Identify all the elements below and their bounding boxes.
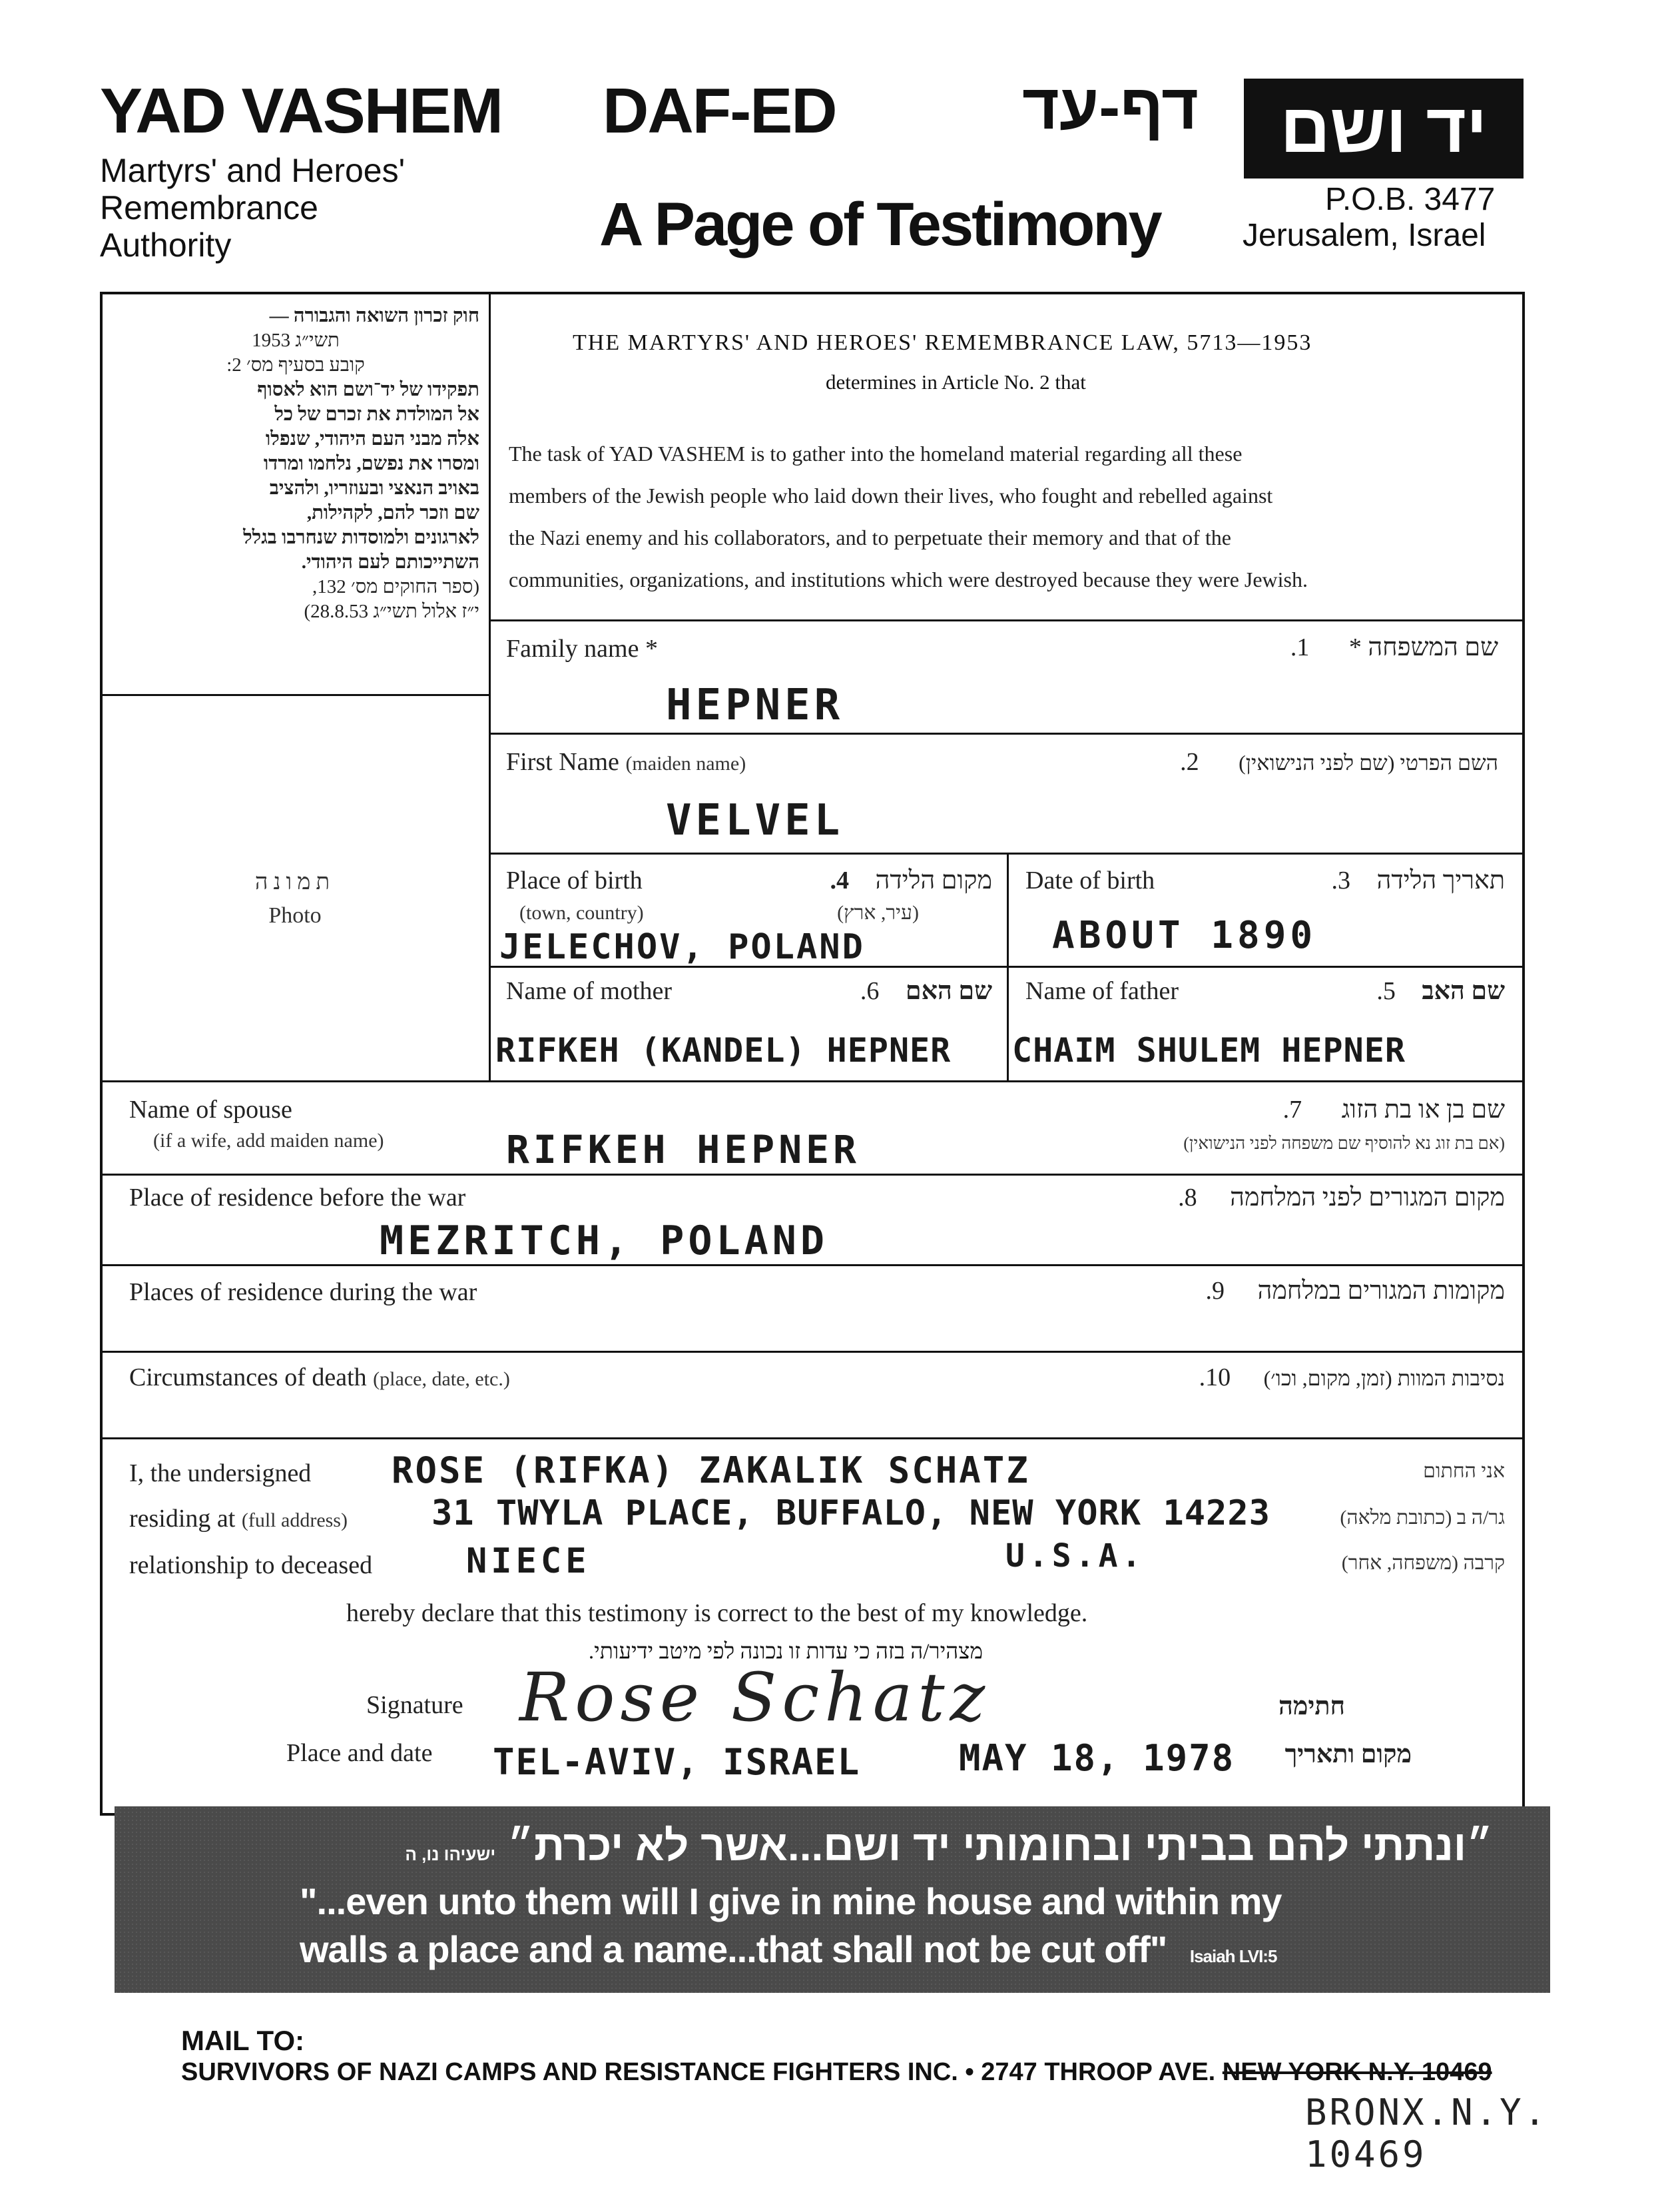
spouse-hebrew: שם בן או בת הזוג [1341, 1096, 1505, 1124]
father-num: 5. [1376, 977, 1396, 1005]
form-name: DAF-ED [603, 75, 836, 147]
father-value[interactable]: CHAIM SHULEM HEPNER [1012, 1031, 1406, 1070]
place-of-birth-hebrew: מקום הלידה [875, 867, 992, 895]
org-subtitle [100, 152, 405, 264]
law-hebrew-text [112, 304, 479, 624]
undersigned-label: I, the undersigned [129, 1459, 312, 1487]
date-value[interactable]: MAY 18, 1978 [959, 1737, 1235, 1779]
death-label-text: Circumstances of death [129, 1363, 367, 1391]
declare-hebrew: מצהיר/ה בזה כי עדות זו נכונה לפי מיטב ידיעותי. [588, 1640, 983, 1664]
form-title: A Page of Testimony [599, 190, 1161, 258]
divider-family-name [490, 733, 1524, 735]
middle-column-divider [1007, 853, 1009, 1082]
place-date-hebrew: מקום ותאריך [1284, 1740, 1412, 1768]
org-subtitle-line-3: Authority [100, 226, 232, 264]
mail-struck-text: NEW YORK N.Y. 10469 [1222, 2058, 1492, 2086]
spouse-label-hebrew [999, 1095, 1505, 1124]
photo-area [101, 866, 489, 932]
residence-before-label: Place of residence before the war [129, 1184, 466, 1212]
place-of-birth-num: 4. [830, 867, 849, 895]
law-photo-divider [101, 694, 490, 696]
org-subtitle-line-1: Martyrs' and Heroes' [100, 152, 406, 189]
place-date-label: Place and date [286, 1739, 433, 1767]
death-num: 10. [1199, 1363, 1231, 1391]
mother-label: Name of mother [506, 977, 673, 1005]
law-hebrew-line: השתייכותם לעם היהודי. [301, 551, 479, 573]
address-label-text: residing at [129, 1505, 236, 1533]
org-subtitle-line-2: Remembrance [100, 189, 318, 226]
law-body [509, 433, 1521, 601]
declare-text: hereby declare that this testimony is correct to the best of my knowledge. [346, 1599, 1088, 1627]
law-title: THE MARTYRS' AND HEROES' REMEMBRANCE LAW, 5713—1953 [573, 330, 1312, 355]
mother-hebrew: שם האם [905, 977, 992, 1005]
law-hebrew-line: שם וזכר להם, לקהילות, [306, 502, 479, 524]
spouse-value[interactable]: RIFKEH HEPNER [506, 1127, 860, 1172]
divider-residence-before [101, 1264, 1524, 1266]
place-of-birth-label: Place of birth [506, 867, 643, 895]
law-body-line: communities, organizations, and institutions which were destroyed because they were Jewish. [509, 567, 1308, 591]
first-name-label [506, 747, 746, 777]
place-of-birth-note: (town, country) [519, 902, 644, 924]
law-hebrew-line: לארגונים ולמוסדות שנחרבו בגלל [243, 527, 479, 548]
spouse-label: Name of spouse [129, 1096, 292, 1124]
date-of-birth-hebrew: תאריך הלידה [1376, 867, 1505, 895]
law-hebrew-line: קובע בסעיף מס׳ 2: [226, 354, 365, 376]
law-body-line: members of the Jewish people who laid down their lives, who fought and rebelled against [509, 484, 1273, 508]
law-hebrew-line: אלה מבני העם היהודי, שנפלו [265, 428, 479, 450]
place-of-birth-label-hebrew [719, 866, 992, 895]
law-hebrew-line: תפקידו של יד־ושם הוא לאסוף [257, 379, 479, 400]
first-name-hebrew: השם הפרטי (שם לפני הנישואין) [1239, 751, 1498, 775]
address-value[interactable]: 31 TWYLA PLACE, BUFFALO, NEW YORK 14223 [431, 1493, 1270, 1533]
date-of-birth-num: 3. [1331, 867, 1350, 895]
first-name-label-text: First Name [506, 748, 619, 776]
banner-hebrew [168, 1821, 1493, 1870]
divider-death [101, 1437, 1524, 1439]
spouse-label-note: (if a wife, add maiden name) [153, 1130, 384, 1152]
banner-hebrew-text: ״ונתתי להם בביתי ובחומותי יד ושם...אשר לא יכרת״ [507, 1822, 1493, 1870]
residence-before-value[interactable]: MEZRITCH, POLAND [380, 1218, 828, 1264]
residence-before-hebrew: מקום המגורים לפני המלחמה [1230, 1184, 1505, 1212]
date-of-birth-label-hebrew [1252, 866, 1505, 895]
address-label [129, 1504, 348, 1533]
logo-hebrew-text: יד ושם [1280, 89, 1488, 167]
residence-before-label-hebrew [999, 1183, 1505, 1212]
law-hebrew-line: ומסרו את נפשם, נלחמו ומרדו [263, 453, 479, 474]
first-name-value[interactable]: VELVEL [666, 796, 844, 845]
death-label-hebrew [999, 1363, 1505, 1392]
pob: P.O.B. 3477 [1325, 182, 1496, 217]
law-hebrew-line: אל המולדת את זכרם של כל [274, 404, 479, 425]
divider-parents [101, 1080, 1524, 1082]
father-label-hebrew [1265, 976, 1505, 1006]
death-hebrew: נסיבות המוות (זמן, מקום, וכו׳) [1263, 1366, 1505, 1390]
place-value[interactable]: TEL-AVIV, ISRAEL [493, 1741, 861, 1783]
banner-ref: Isaiah LVI:5 [1189, 1946, 1277, 1966]
yad-vashem-logo [1244, 79, 1524, 179]
law-hebrew-line: תשי״ג 1953 [252, 330, 340, 351]
divider-residence-during [101, 1351, 1524, 1353]
residence-during-hebrew: מקומות המגורים במלחמה [1257, 1277, 1505, 1305]
date-of-birth-value[interactable]: ABOUT 1890 [1052, 914, 1317, 957]
residence-before-num: 8. [1178, 1184, 1197, 1212]
residence-during-label-hebrew [999, 1276, 1505, 1305]
banner-line-2 [300, 1928, 1276, 1971]
address-value-2[interactable]: U.S.A. [1005, 1537, 1145, 1575]
father-label: Name of father [1025, 977, 1179, 1005]
relationship-value[interactable]: NIECE [466, 1541, 591, 1581]
first-name-label-note: (maiden name) [625, 753, 746, 775]
date-of-birth-label: Date of birth [1025, 867, 1155, 895]
family-name-value[interactable]: HEPNER [666, 681, 844, 730]
undersigned-value[interactable]: ROSE (RIFKA) ZAKALIK SCHATZ [392, 1449, 1030, 1491]
relationship-label: relationship to deceased [129, 1551, 373, 1579]
law-hebrew-line: י״ז אלול תשי״ג 28.8.53) [304, 601, 479, 622]
law-hebrew-line: (ספר החוקים מס׳ 132, [312, 576, 479, 597]
signature-hebrew: חתימה [1278, 1692, 1345, 1720]
divider-spouse [101, 1174, 1524, 1176]
place-of-birth-note-hebrew: (עיר, ארץ) [837, 902, 919, 924]
address-label-note: (full address) [241, 1509, 348, 1531]
residence-during-label: Places of residence during the war [129, 1278, 477, 1306]
banner-line-1: "...even unto them will I give in mine house and within my [300, 1880, 1282, 1922]
form-name-hebrew: דף-עד [1022, 71, 1199, 143]
first-name-num: 2. [1180, 748, 1199, 776]
signature-value[interactable]: Rose Schatz [519, 1658, 991, 1736]
family-name-label: Family name * [506, 635, 658, 663]
quote-banner [115, 1806, 1550, 1993]
mail-label: MAIL TO: [181, 2025, 305, 2056]
death-label [129, 1363, 510, 1392]
mail-handwritten[interactable]: BRONX.N.Y. 10469 [1305, 2091, 1549, 2175]
law-hebrew-line: חוק זכרון השואה והגבורה — [269, 305, 479, 326]
banner-line-2-text: walls a place and a name...that shall not be cut off" [300, 1928, 1167, 1970]
family-name-label-hebrew [1065, 633, 1498, 662]
law-body-line: The task of YAD VASHEM is to gather into the homeland material regarding all these [509, 442, 1243, 466]
mail-address [181, 2058, 1492, 2087]
death-label-note: (place, date, etc.) [373, 1368, 510, 1390]
father-hebrew: שם האב [1422, 977, 1505, 1005]
city: Jerusalem, Israel [1243, 218, 1486, 253]
banner-hebrew-ref: ישעיהו נו, ה [405, 1844, 496, 1864]
mother-num: 6. [860, 977, 880, 1005]
family-name-hebrew: שם המשפחה * [1348, 633, 1498, 661]
mother-label-hebrew [766, 976, 992, 1006]
spouse-num: 7. [1282, 1096, 1302, 1124]
law-body-line: the Nazi enemy and his collaborators, and to perpetuate their memory and that of the [509, 526, 1231, 549]
divider-law-end [490, 619, 1524, 621]
first-name-label-hebrew [999, 747, 1498, 777]
spouse-note-hebrew: (אם בת זוג נא להוסיף שם משפחה לפני הנישואין) [1183, 1134, 1505, 1153]
org-name: YAD VASHEM [100, 75, 503, 147]
left-column-divider [489, 293, 491, 1082]
law-hebrew-line: באויב הנאצי ובעוזריו, ולהציב [269, 478, 479, 499]
family-name-num: 1. [1290, 633, 1310, 661]
mother-value[interactable]: RIFKEH (KANDEL) HEPNER [495, 1031, 952, 1070]
place-of-birth-value[interactable]: JELECHOV, POLAND [499, 927, 865, 967]
law-subtitle: determines in Article No. 2 that [826, 370, 1086, 394]
relationship-hebrew: קרבה (משפחה, אחר) [1341, 1552, 1505, 1574]
photo-label-hebrew: תמונה [254, 870, 336, 895]
undersigned-hebrew: אני החתום [1423, 1460, 1505, 1482]
photo-label: Photo [268, 903, 322, 928]
mail-address-text: SURVIVORS OF NAZI CAMPS AND RESISTANCE FIGHTERS INC. • 2747 THROOP AVE. [181, 2058, 1216, 2086]
residence-during-num: 9. [1205, 1277, 1225, 1305]
signature-label: Signature [366, 1691, 463, 1719]
address-hebrew: גר/ה ב (כתובת מלאה) [1340, 1507, 1505, 1529]
